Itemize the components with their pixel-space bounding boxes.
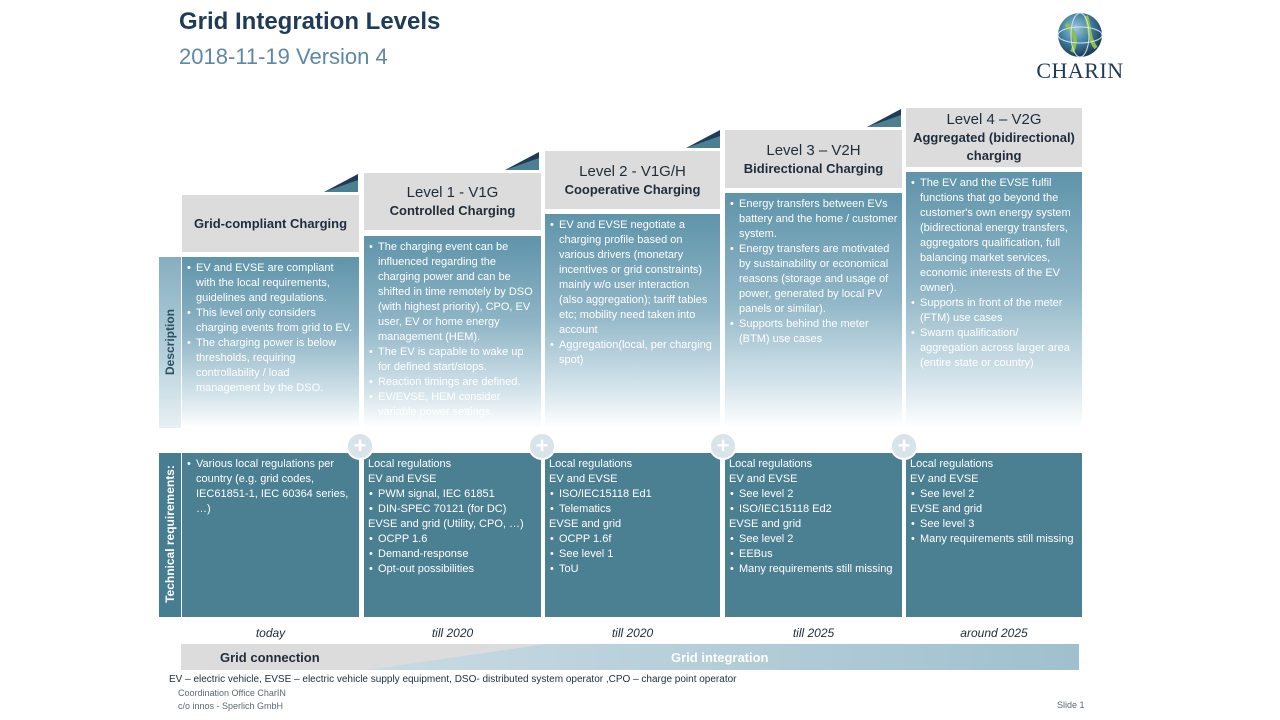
- requirement-heading: EVSE and grid (Utility, CPO, …): [368, 518, 524, 530]
- description-cell-level-1: [364, 236, 541, 428]
- phase-grid-connection: Grid connection: [220, 650, 320, 665]
- description-item: • Swarm qualification/ aggregation across larger area (entire state or country): [910, 326, 1078, 371]
- office-info: [178, 687, 286, 713]
- description-list: [549, 218, 716, 368]
- timeline-label: till 2020: [611, 626, 654, 640]
- description-item: • The EV and the EVSE fulfil functions that go beyond the customer's own energy system (bidirectional energy transfers, aggregators qualification, full balancing market services, economic interests of the EV owner).: [910, 176, 1078, 296]
- office-line: c/o innos - Sperlich GmbH: [178, 701, 284, 711]
- timeline-label: till 2025: [792, 626, 835, 640]
- description-row-label: Description: [163, 309, 177, 376]
- requirement-heading: EV and EVSE: [729, 473, 798, 485]
- requirement-item: • Demand-response: [368, 547, 537, 562]
- requirement-item: • OCPP 1.6f: [549, 532, 716, 547]
- office-line: Coordination Office CharIN: [178, 688, 286, 698]
- plus-icon: +: [346, 432, 374, 460]
- technical-list: [549, 457, 716, 577]
- timeline-label: around 2025: [960, 626, 1028, 640]
- description-item: • The charging event can be influenced regarding the charging power and can be shifted in time remotely by DSO (with highest priority), CPO, EV user, EV or home energy management (HEM).: [368, 240, 537, 345]
- step-notch-icon: [505, 152, 539, 170]
- plus-icon: +: [528, 432, 556, 460]
- technical-cell-level-2: [545, 453, 720, 617]
- description-list: [186, 261, 355, 396]
- tab-level-1: [364, 173, 541, 230]
- requirement-item: • OCPP 1.6: [368, 532, 537, 547]
- description-cell-level-4: [906, 172, 1082, 428]
- requirement-item: • Telematics: [549, 502, 716, 517]
- description-item: • Supports in front of the meter (FTM) use cases: [910, 296, 1078, 326]
- logo-wordmark: CHARIN: [1036, 58, 1124, 83]
- description-item: • This level only considers charging events from grid to EV.: [186, 306, 355, 336]
- charin-logo: [1030, 10, 1130, 85]
- requirement-heading: EVSE and grid: [910, 503, 983, 515]
- description-item: • Energy transfers between EVs battery and the home / customer system.: [729, 197, 898, 242]
- requirement-item: • ToU: [549, 562, 716, 577]
- level-name: Aggregated (bidirectional) charging: [913, 130, 1075, 163]
- requirement-item: • Many requirements still missing: [729, 562, 898, 577]
- step-notch-icon: [686, 130, 720, 148]
- requirement-item: • See level 3: [910, 517, 1078, 532]
- description-item: • Aggregation(local, per charging spot): [549, 338, 716, 368]
- description-item: • Energy transfers are motivated by sustainability or economical reasons (storage and usage of power, generated by local PV panels or similar).: [729, 242, 898, 317]
- technical-list: [186, 457, 355, 517]
- level-title: Level 3 – V2H: [766, 141, 861, 159]
- timeline-label: till 2020: [431, 626, 474, 640]
- requirement-heading: EV and EVSE: [910, 473, 979, 485]
- description-item: • The charging power is below thresholds, requiring controllability / load management by the DSO.: [186, 336, 355, 396]
- level-name: Bidirectional Charging: [743, 160, 884, 176]
- requirement-item: • DIN-SPEC 70121 (for DC): [368, 502, 537, 517]
- description-list: [910, 176, 1078, 371]
- requirement-heading: EVSE and grid: [729, 518, 802, 530]
- tab-level-3: [725, 130, 902, 188]
- description-label-box: [159, 257, 181, 428]
- tab-grid-compliant: [182, 195, 359, 252]
- requirement-heading: Local regulations: [910, 458, 994, 470]
- description-cell-grid-compliant: [182, 257, 359, 428]
- page-subtitle: 2018-11-19 Version 4: [179, 44, 388, 69]
- plus-icon: +: [890, 432, 918, 460]
- description-item: • Reaction timings are defined.: [368, 375, 537, 390]
- description-cell-level-3: [725, 193, 902, 428]
- level-name: Controlled Charging: [389, 203, 516, 218]
- technical-list: [910, 457, 1078, 547]
- requirement-heading: EV and EVSE: [549, 473, 618, 485]
- level-name: Grid-compliant Charging: [193, 216, 348, 231]
- technical-cell-level-3: [725, 453, 902, 617]
- tab-level-4: [906, 108, 1082, 167]
- description-cell-level-2: [545, 214, 720, 428]
- requirement-item: • See level 1: [549, 547, 716, 562]
- requirement-item: • See level 2: [910, 487, 1078, 502]
- page-title: Grid Integration Levels: [179, 8, 441, 35]
- requirement-heading: EV and EVSE: [368, 473, 437, 485]
- requirement-item: • Many requirements still missing: [910, 532, 1078, 547]
- description-item: • EV and EVSE negotiate a charging profile based on various drivers (monetary incentives or grid constraints) mainly w/o user interaction (also aggregation); tariff tables etc; mobility need taken into account: [549, 218, 716, 338]
- timeline-label: today: [255, 626, 286, 640]
- description-list: [368, 240, 537, 420]
- description-item: • EV and EVSE are compliant with the local requirements, guidelines and regulations.: [186, 261, 355, 306]
- abbreviation-footnote: EV – electric vehicle, EVSE – electric vehicle supply equipment, DSO- distributed system operator ,CPO – charge point operator: [169, 674, 737, 685]
- step-notch-icon: [867, 109, 901, 127]
- requirement-heading: Local regulations: [729, 458, 813, 470]
- requirement-item: • Opt-out possibilities: [368, 562, 537, 577]
- requirement-item: • ISO/IEC15118 Ed2: [729, 502, 898, 517]
- step-notch-icon: [324, 174, 358, 192]
- technical-cell-grid-compliant: [182, 453, 359, 617]
- requirement-item: • EEBus: [729, 547, 898, 562]
- tab-level-2: [545, 151, 720, 209]
- technical-row-label: Technical requirements:: [163, 465, 177, 603]
- level-name: Cooperative Charging: [564, 181, 701, 197]
- requirement-heading: Local regulations: [549, 458, 633, 470]
- plus-icon: +: [709, 432, 737, 460]
- level-title: Level 1 - V1G: [406, 184, 499, 201]
- description-item: • Supports behind the meter (BTM) use cases: [729, 317, 898, 347]
- description-item: • EV/EVSE, HEM consider variable power settings.: [368, 390, 537, 420]
- level-title: Level 2 - V1G/H: [579, 162, 686, 180]
- technical-label-box: [159, 453, 181, 617]
- slide-number: Slide 1: [1057, 700, 1085, 710]
- description-item: • The EV is capable to wake up for defined start/stops.: [368, 345, 537, 375]
- technical-cell-level-1: [364, 453, 541, 617]
- requirement-item: • Various local regulations per country (e.g. grid codes, IEC61851-1, IEC 60364 series, …): [186, 457, 355, 517]
- requirement-item: • See level 2: [729, 487, 898, 502]
- phase-grid-integration: Grid integration: [671, 650, 769, 665]
- requirement-item: • ISO/IEC15118 Ed1: [549, 487, 716, 502]
- requirement-item: • PWM signal, IEC 61851: [368, 487, 537, 502]
- requirement-heading: EVSE and grid: [549, 518, 622, 530]
- technical-cell-level-4: [906, 453, 1082, 617]
- globe-icon: [1030, 10, 1130, 60]
- level-title: Level 4 – V2G: [946, 111, 1042, 128]
- technical-list: [368, 457, 537, 577]
- requirement-heading: Local regulations: [368, 458, 452, 470]
- requirement-item: • See level 2: [729, 532, 898, 547]
- description-list: [729, 197, 898, 347]
- technical-list: [729, 457, 898, 577]
